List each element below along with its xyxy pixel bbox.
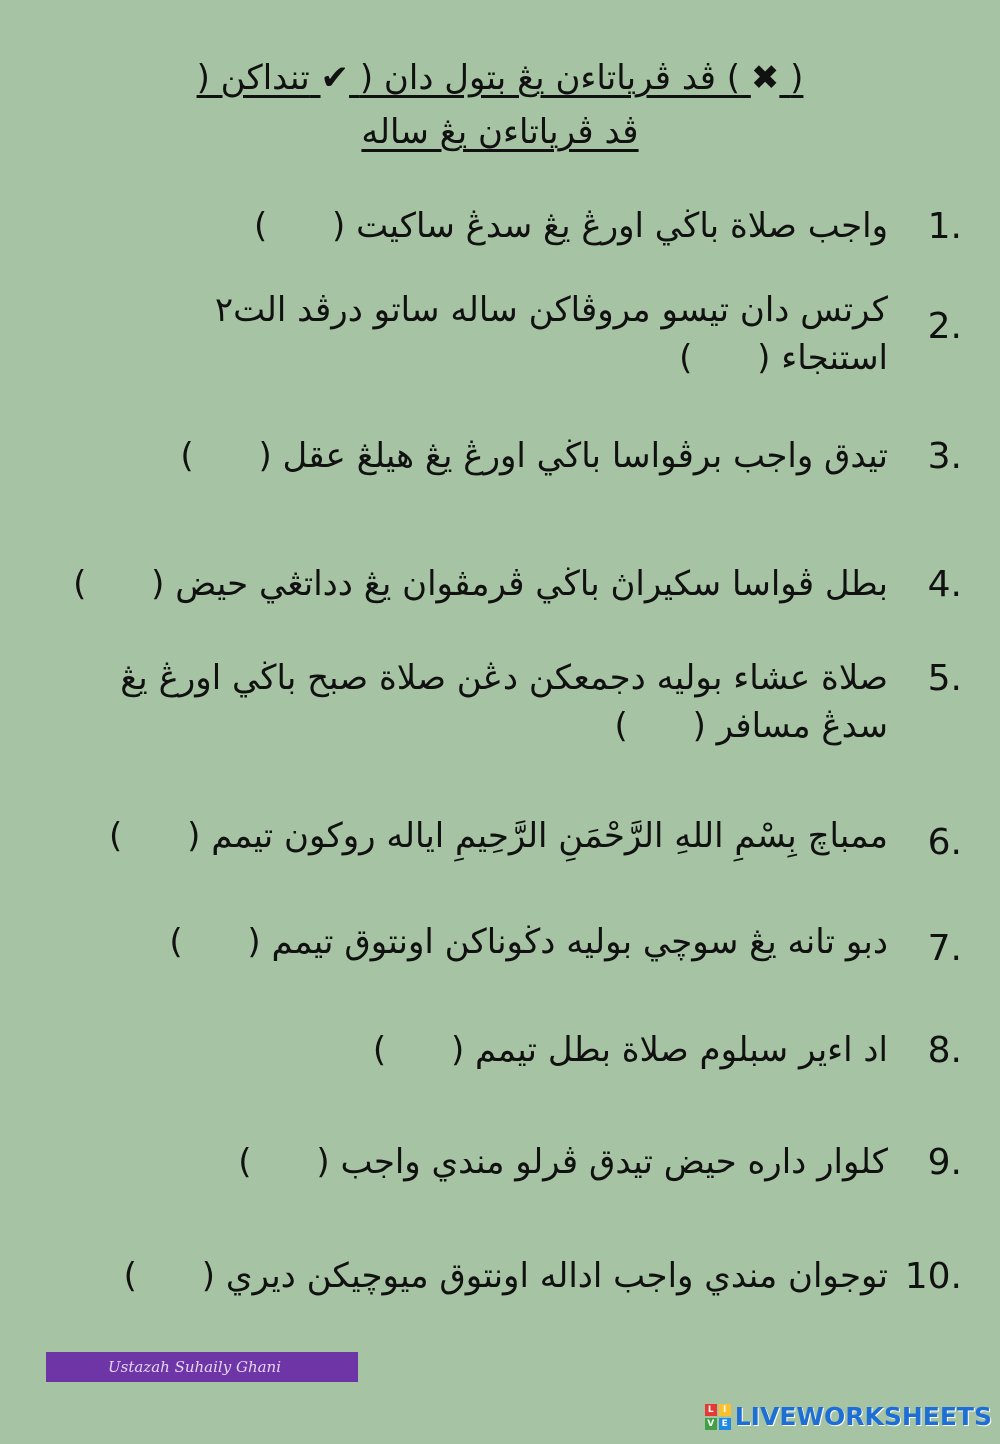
question-text: تيدق واجب برڤواسا باڬي اورڠ يڠ هيلڠ عقل bbox=[282, 436, 888, 476]
answer-box[interactable]: ( ) bbox=[123, 1256, 216, 1296]
question-number: 1. bbox=[927, 206, 962, 247]
answer-box[interactable]: ( ) bbox=[73, 564, 165, 604]
question-number: 7. bbox=[927, 928, 962, 969]
liveworksheets-brand[interactable] bbox=[705, 1402, 992, 1431]
question-text: دبو تانه يڠ سوچي بوليه دڬوناكن اونتوق تيمم bbox=[271, 922, 888, 962]
question-number: 10. bbox=[904, 1256, 962, 1297]
question-number: 8. bbox=[927, 1030, 962, 1071]
cross-icon: ✖ bbox=[750, 58, 780, 98]
instruction-text-2: ڤد ڤرياتاءن يڠ ساله bbox=[361, 112, 639, 152]
instruction-line-1 bbox=[0, 58, 1000, 98]
question-number: 2. bbox=[927, 306, 962, 347]
question-item bbox=[28, 560, 888, 608]
tick-icon: ✔ bbox=[320, 58, 350, 98]
question-item bbox=[58, 1252, 888, 1300]
liveworksheets-logo-icon: L I V E bbox=[705, 1404, 731, 1430]
question-number: 5. bbox=[927, 658, 962, 699]
question-item bbox=[328, 1026, 888, 1074]
answer-box[interactable]: ( ) bbox=[253, 206, 346, 246]
question-text: توجوان مندي واجب اداله اونتوق ميوچيكن ديري bbox=[225, 1256, 888, 1296]
answer-box[interactable]: ( ) bbox=[372, 1030, 465, 1070]
author-credit: Ustazah Suhaily Ghani bbox=[46, 1352, 358, 1382]
question-text: كلوار داره حيض تيدق ڤرلو مندي واجب bbox=[340, 1142, 888, 1182]
question-number: 6. bbox=[927, 822, 962, 863]
answer-box[interactable]: ( ) bbox=[109, 816, 201, 856]
question-item bbox=[108, 432, 888, 480]
question-number: 4. bbox=[927, 564, 962, 605]
brand-name: LIVEWORKSHEETS bbox=[734, 1402, 992, 1431]
question-text: اد اءير سبلوم صلاة بطل تيمم bbox=[475, 1030, 888, 1070]
question-item bbox=[48, 654, 888, 750]
question-item bbox=[168, 1138, 888, 1186]
question-item bbox=[88, 812, 888, 860]
question-text: صلاة عشاء بوليه دجمعكن دڠن صلاة صبح باڬي اورڠ يڠ سدڠ مسافر bbox=[120, 658, 888, 746]
instruction-prefix: تنداكن ( bbox=[196, 58, 310, 98]
question-item bbox=[128, 918, 888, 966]
question-number: 3. bbox=[927, 436, 962, 477]
instruction-mid: ) ڤد ڤرياتاءن يڠ بتول دان ( bbox=[359, 58, 741, 98]
instruction-suffix: ) bbox=[790, 58, 804, 98]
question-number: 9. bbox=[927, 1142, 962, 1183]
answer-box[interactable]: ( ) bbox=[180, 436, 272, 476]
question-item bbox=[168, 202, 888, 250]
instruction-line-2 bbox=[0, 112, 1000, 152]
question-text: ممباچ بِسْمِ اللهِ الرَّحْمَنِ الرَّحِيمِ اياله روكون تيمم bbox=[211, 816, 888, 856]
question-item bbox=[98, 286, 888, 382]
question-text: بطل ڤواسا سكيراڽ باڬي ڤرمڤوان يڠ دداتڠي حيض bbox=[175, 564, 888, 604]
question-text: كرتس دان تيسو مروڤاكن ساله ساتو درڤد الت٢ استنجاء bbox=[214, 290, 888, 378]
answer-box[interactable]: ( ) bbox=[169, 922, 261, 962]
question-text: واجب صلاة باڬي اورڠ يڠ سدڠ ساكيت bbox=[356, 206, 888, 246]
answer-box[interactable]: ( ) bbox=[614, 706, 706, 746]
answer-box[interactable]: ( ) bbox=[238, 1142, 330, 1182]
answer-box[interactable]: ( ) bbox=[679, 338, 771, 378]
